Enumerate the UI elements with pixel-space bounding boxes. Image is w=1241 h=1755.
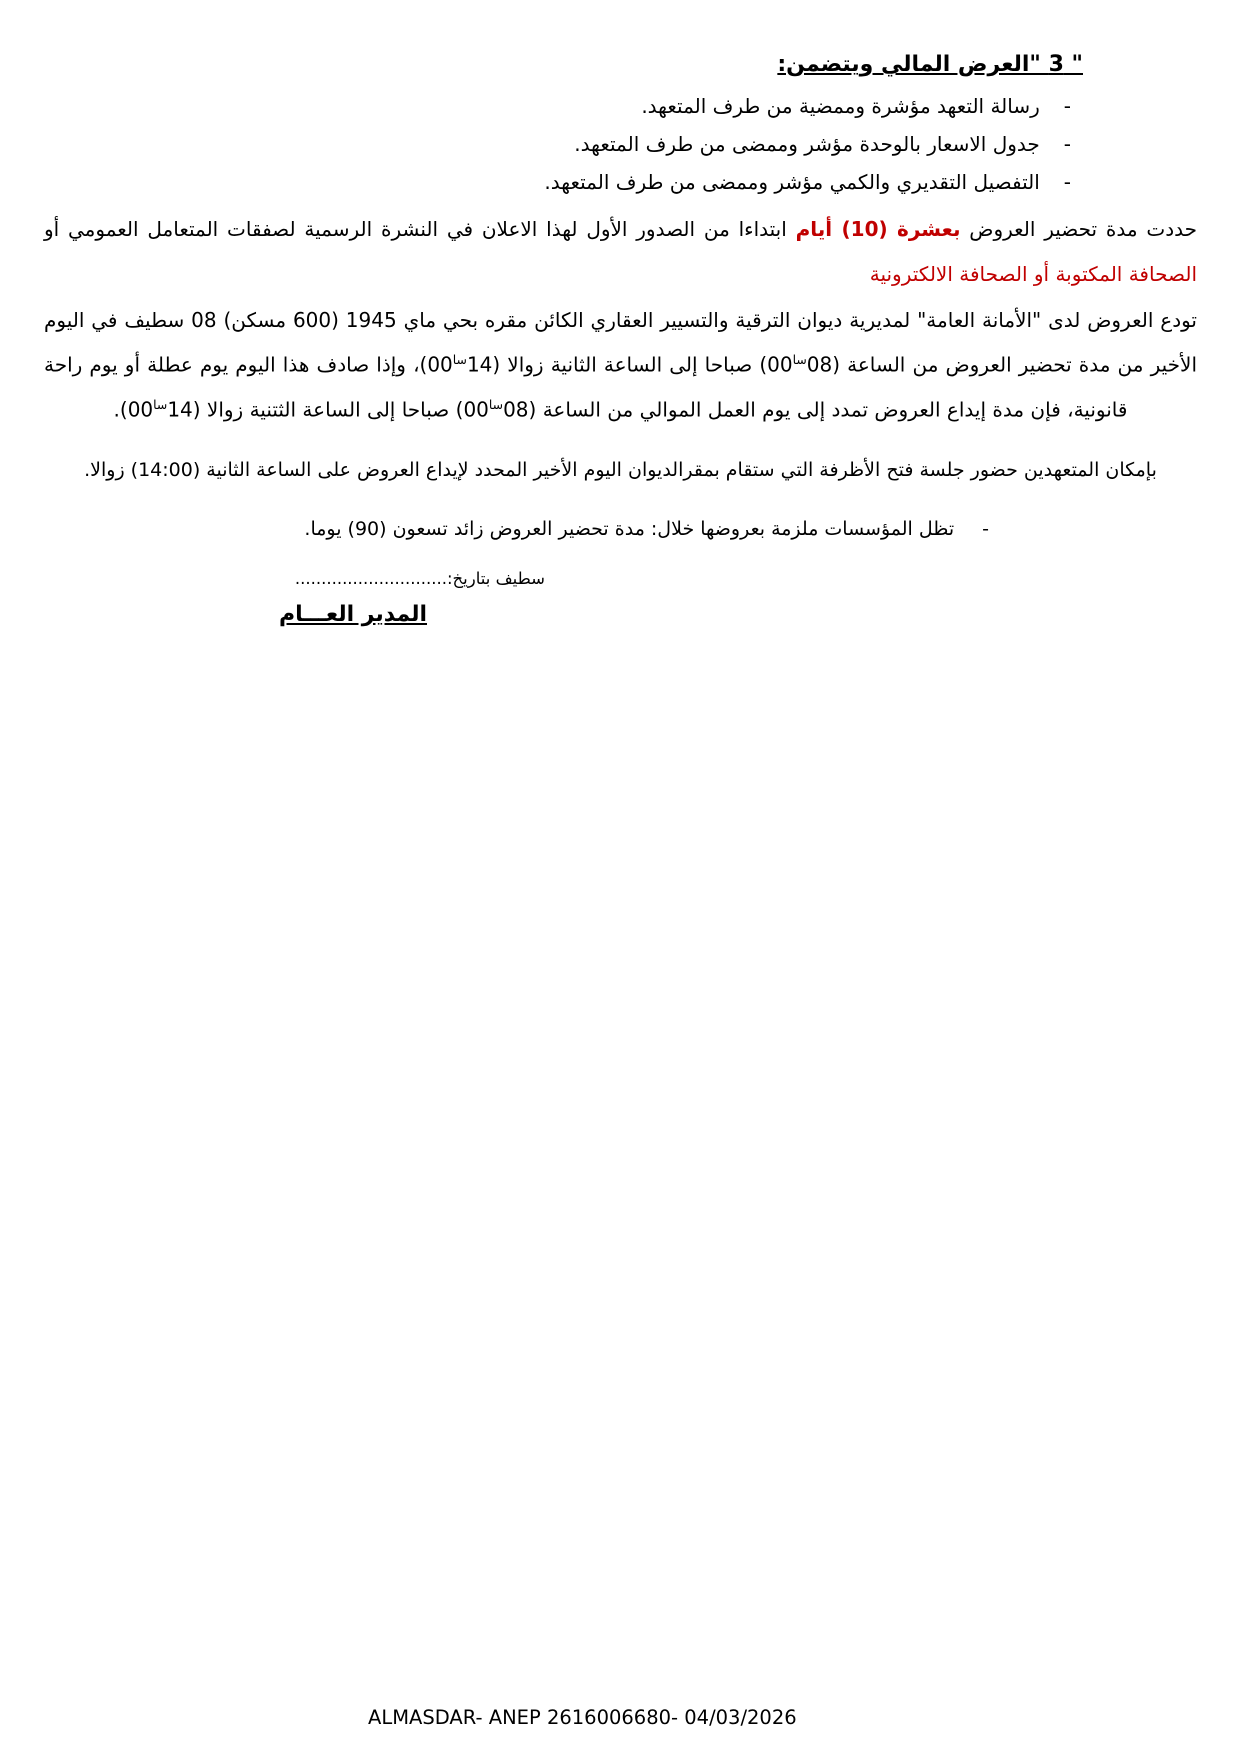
signature-title: المدير العـــام bbox=[278, 602, 427, 628]
dash-bullet-icon: - bbox=[1063, 170, 1071, 194]
list-item-text: التفصيل التقديري والكمي مؤشر وممضى من طرف المتعهد. bbox=[544, 170, 1040, 194]
place-date-line: سطيف بتاريخ:............................. bbox=[294, 569, 545, 589]
validity-text: تظل المؤسسات ملزمة بعروضها خلال: مدة تحضير العروض زائد تسعون (90) يوما. bbox=[304, 518, 955, 541]
deadline-paragraph: حددت مدة تحضير العروض بعشرة (10) أيام ابتداءا من الصدور الأول لهذا الاعلان في النشرة الرسمية لصفقات المتعامل العمومي أو الصحافة المكتوبة أو الصحافة الالكترونية bbox=[44, 217, 1198, 286]
list-item bbox=[44, 87, 1071, 125]
list-item-text: رسالة التعهد مؤشرة وممضية من طرف المتعهد. bbox=[641, 94, 1040, 118]
list-item bbox=[44, 163, 1071, 201]
financial-offer-list bbox=[44, 87, 1197, 201]
validity-item bbox=[44, 515, 1197, 543]
footer-anep-line: ALMASDAR- ANEP 2616006680- 04/03/2026 bbox=[368, 1706, 797, 1729]
opening-session-paragraph: بإمكان المتعهدين حضور جلسة فتح الأظرفة التي ستقام بمقرالديوان اليوم الأخير المحدد لإيداع العروض على الساعة الثانية (14:00) زوالا. bbox=[84, 459, 1157, 482]
list-item bbox=[44, 125, 1071, 163]
page-title: " 3 "العرض المالي ويتضمن: bbox=[777, 52, 1083, 77]
dash-bullet-icon: - bbox=[1063, 94, 1071, 118]
dash-bullet-icon: - bbox=[1063, 132, 1071, 156]
list-item-text: جدول الاسعار بالوحدة مؤشر وممضى من طرف المتعهد. bbox=[574, 132, 1040, 156]
submission-paragraph: تودع العروض لدى "الأمانة العامة" لمديرية ديوان الترقية والتسيير العقاري الكائن مقره بحي 08 ماي 1945 (600 مسكن) سطيف في اليوم الأخير من مدة تحضير العروض من الساعة $(08^{سا}00)$ صباحا إلى الساعة الثانية زوالا $(14^{سا}00)،$ وإذا صادف هذا اليوم يوم عطلة أو يوم راحة قانونية، فإن مدة إيداع العروض تمدد إلى يوم العمل الموالي من الساعة $(08^{سا}00)$ صباحا إلى الساعة الثتنية زوالا $(14^{سا}00)$. bbox=[44, 308, 1197, 422]
dash-bullet-icon: - bbox=[982, 518, 989, 541]
